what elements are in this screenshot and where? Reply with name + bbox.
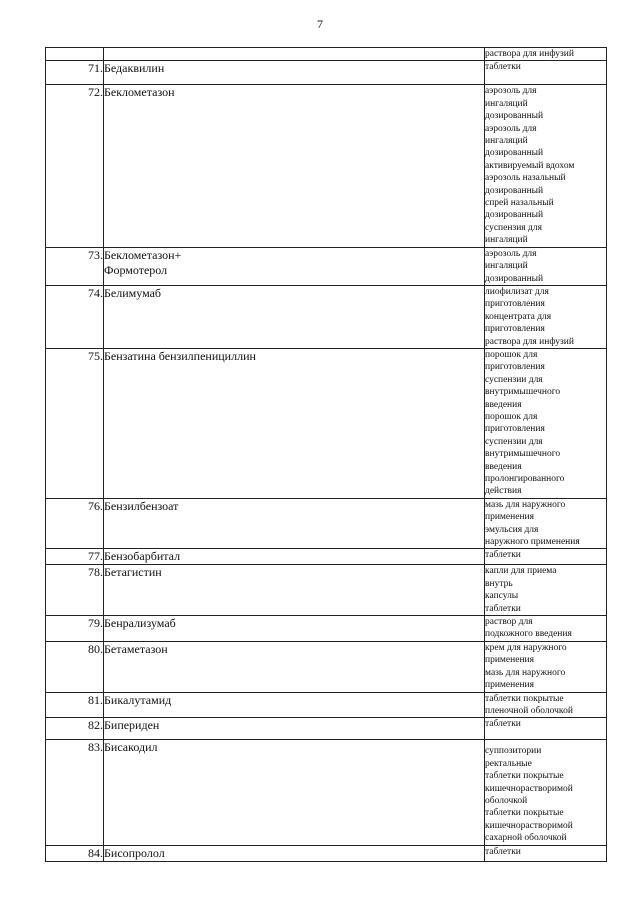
dosage-form-line: суспензии для: [485, 436, 543, 447]
dosage-form-line: таблетки покрытые: [485, 771, 564, 782]
drug-name-cell: [104, 845, 485, 861]
dosage-form-line: действия: [485, 486, 522, 497]
dosage-form-line: дозированный: [485, 111, 544, 122]
row-number: 78.: [46, 565, 104, 616]
dosage-form-line: приготовления: [485, 299, 545, 310]
drug-name: Бензатина бензилпенициллин: [104, 348, 256, 363]
dosage-forms-cell: [485, 845, 607, 861]
drug-name: Бензилбензоат: [104, 498, 179, 513]
row-number: 80.: [46, 641, 104, 692]
drug-name-cell: [104, 549, 485, 565]
dosage-form-line: таблетки: [485, 719, 521, 730]
row-number: 84.: [46, 845, 104, 861]
row-number: 72.: [46, 85, 104, 247]
dosage-form-line: ингаляций: [485, 136, 528, 147]
dosage-form-line: аэрозоль назальный: [485, 173, 566, 184]
dosage-form-line: внутрь: [485, 578, 513, 589]
dosage-form-line: капли для приема: [485, 566, 557, 577]
dosage-form-line: подкожного введения: [485, 629, 572, 640]
dosage-form-line: дозированный: [485, 148, 544, 159]
dosage-forms-cell: [485, 740, 607, 845]
table-row: [46, 61, 607, 85]
dosage-form-line: дозированный: [485, 210, 544, 221]
row-number-cell: [46, 48, 104, 61]
dosage-form-line: раствор для: [485, 617, 533, 628]
table-row: [46, 616, 607, 642]
row-number: 75.: [46, 348, 104, 498]
table-row: [46, 565, 607, 616]
drug-name-cell: [104, 565, 485, 616]
dosage-form-line: введения: [485, 461, 522, 472]
dosage-form-line: аэрозоль для: [485, 123, 537, 134]
drug-name-cell: [104, 616, 485, 642]
dosage-form-line: применения: [485, 512, 534, 523]
dosage-forms-cell: [485, 565, 607, 616]
drug-name: Беклометазон: [104, 85, 175, 100]
dosage-form-line: дозированный: [485, 273, 544, 284]
dosage-forms-cell: [485, 616, 607, 642]
drug-name: Белимумаб: [104, 285, 162, 300]
table-row: [46, 247, 607, 285]
dosage-forms-cell: [485, 692, 607, 718]
dosage-form-line: наружного применения: [485, 537, 580, 548]
drug-name-cell: [104, 641, 485, 692]
dosage-form-line: таблетки покрытые: [485, 693, 564, 704]
drug-name: Бедаквилин: [104, 61, 165, 76]
dosage-form-line: суспензии для: [485, 374, 543, 385]
dosage-forms-cell: [485, 641, 607, 692]
row-number: 77.: [46, 549, 104, 565]
dosage-form-line: капсулы: [485, 591, 519, 602]
table-row: [46, 498, 607, 549]
dosage-form-line: введения: [485, 399, 522, 410]
dosage-form-line: таблетки: [485, 603, 521, 614]
dosage-form-line: раствора для инфузий: [485, 336, 574, 347]
dosage-form-line: пленочной оболочкой: [485, 705, 573, 716]
dosage-form-line: раствора для инфузий: [485, 49, 574, 59]
table-row: [46, 549, 607, 565]
dosage-form-line: спрей назальный: [485, 198, 554, 209]
table-row: [46, 348, 607, 498]
dosage-form-line: мазь для наружного: [485, 499, 566, 510]
dosage-form-line: таблетки: [485, 550, 521, 561]
drug-table: [45, 47, 607, 862]
row-number: 71.: [46, 61, 104, 85]
dosage-form-line: таблетки: [485, 62, 521, 73]
dosage-form-line: суспензия для: [485, 222, 542, 233]
dosage-form-line: порошок для: [485, 411, 538, 422]
dosage-form-line: приготовления: [485, 324, 545, 335]
table-row: [46, 85, 607, 247]
drug-name: Бетаметазон: [104, 641, 168, 656]
dosage-form-line: приготовления: [485, 362, 545, 373]
drug-name-cell: [104, 740, 485, 845]
dosage-form-line: крем для наружного: [485, 642, 567, 653]
table-row: [46, 740, 607, 845]
drug-name: Бипериден: [104, 718, 160, 733]
row-number: 83.: [46, 740, 104, 845]
dosage-form-line: таблетки покрытые: [485, 808, 564, 819]
dosage-forms-cell: [485, 85, 607, 247]
drug-name-cell: [104, 247, 485, 285]
dosage-form-line: порошок для: [485, 349, 538, 360]
dosage-forms-cell: [485, 348, 607, 498]
dosage-form-line: приготовления: [485, 424, 545, 435]
drug-name-cell: [104, 61, 485, 85]
drug-name-cell: [104, 348, 485, 498]
table-row: [46, 845, 607, 861]
drug-name: Бикалутамид: [104, 692, 172, 707]
dosage-form-line: мазь для наружного: [485, 667, 566, 678]
dosage-form-line: ингаляций: [485, 235, 528, 246]
dosage-form-line: таблетки: [485, 846, 521, 857]
dosage-form-line: аэрозоль для: [485, 86, 537, 97]
dosage-form-line: внутримышечного: [485, 387, 561, 398]
drug-name: Бенрализумаб: [104, 616, 176, 631]
table-row: [46, 285, 607, 348]
table-row-continuation: [46, 48, 607, 61]
dosage-form-line: ингаляций: [485, 98, 528, 109]
row-number: 81.: [46, 692, 104, 718]
row-number: 74.: [46, 285, 104, 348]
dosage-form-line: применения: [485, 680, 534, 691]
dosage-form-line: лиофилизат для: [485, 286, 549, 297]
page-number: 7: [317, 17, 323, 31]
row-number: 76.: [46, 498, 104, 549]
dosage-form-line: сахарной оболочкой: [485, 833, 567, 844]
dosage-form-line: активируемый вдохом: [485, 160, 575, 171]
drug-name-cell: [104, 498, 485, 549]
dosage-form-line: кишечнорастворимой: [485, 820, 573, 831]
drug-name-cell: [104, 718, 485, 740]
row-number: 73.: [46, 247, 104, 285]
dosage-form-line: ингаляций: [485, 261, 528, 272]
dosage-forms-cell: [485, 285, 607, 348]
drug-name-cell: [104, 285, 485, 348]
dosage-form-line: аэрозоль для: [485, 248, 537, 259]
table-row: [46, 641, 607, 692]
drug-name-cell: [104, 48, 485, 61]
dosage-form-line: дозированный: [485, 185, 544, 196]
drug-name-cell: [104, 85, 485, 247]
drug-name: Бетагистин: [104, 565, 162, 580]
dosage-forms-cell: [485, 718, 607, 740]
drug-name-cell: [104, 692, 485, 718]
row-number: 82.: [46, 718, 104, 740]
dosage-forms-cell: [485, 61, 607, 85]
dosage-form-line: ректальные: [485, 758, 532, 769]
dosage-form-line: суппозитории: [485, 746, 542, 757]
dosage-form-line: внутримышечного: [485, 449, 561, 460]
drug-name: Бисакодил: [104, 740, 158, 755]
dosage-form-line: кишечнорастворимой: [485, 783, 573, 794]
dosage-form-line: пролонгированного: [485, 474, 565, 484]
dosage-form-line: эмульсия для: [485, 524, 539, 535]
table-row: [46, 692, 607, 718]
drug-name: Беклометазон+: [104, 247, 182, 262]
dosage-form-line: применения: [485, 655, 534, 666]
drug-name: Формотерол: [104, 262, 168, 277]
dosage-form-line: оболочкой: [485, 795, 528, 806]
dosage-forms-cell: [485, 48, 607, 61]
dosage-forms-cell: [485, 247, 607, 285]
dosage-forms-cell: [485, 498, 607, 549]
dosage-form-line: концентрата для: [485, 311, 552, 322]
table-row: [46, 718, 607, 740]
drug-name: Бисопролол: [104, 845, 165, 860]
drug-name: Бензобарбитал: [104, 549, 181, 564]
row-number: 79.: [46, 616, 104, 642]
dosage-forms-cell: [485, 549, 607, 565]
